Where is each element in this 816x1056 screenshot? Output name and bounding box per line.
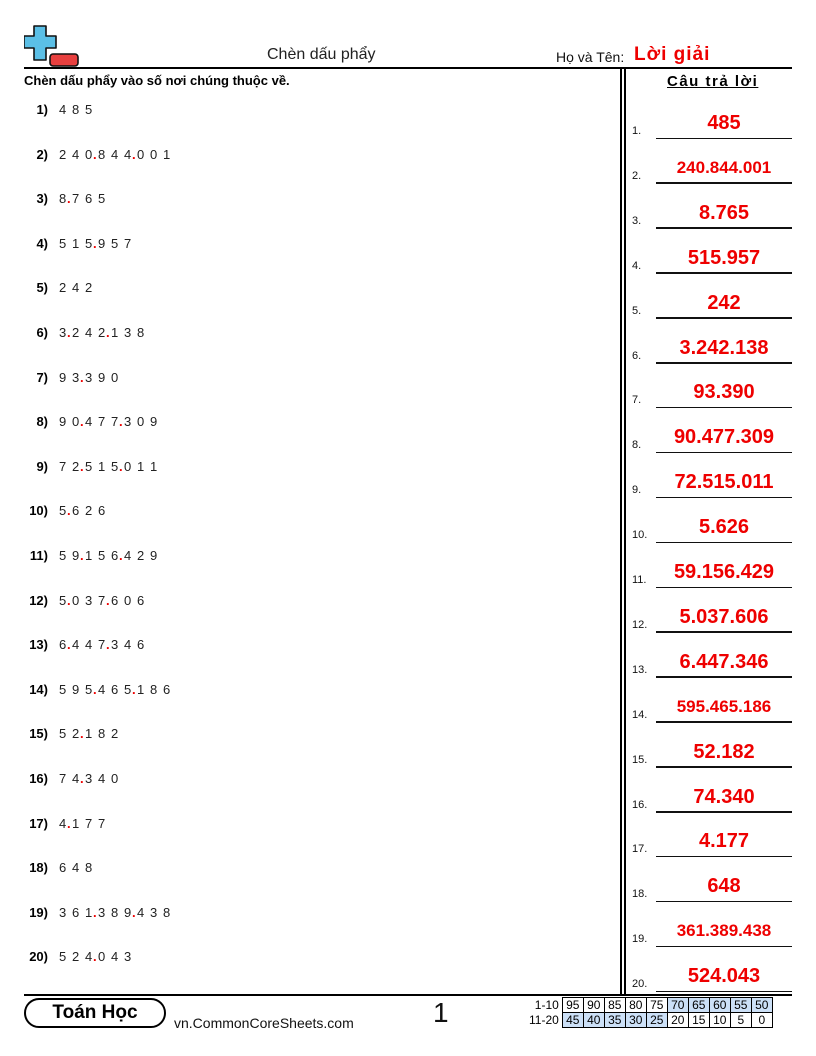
digit: 7 (98, 815, 106, 831)
digit: 3 (124, 325, 132, 340)
problem-digits: 5.0 3 7.6 0 6 (59, 593, 150, 608)
answer-number: 1. (632, 125, 642, 137)
digit: 4 (59, 102, 67, 117)
answer-value: 242 (707, 291, 741, 314)
answer-number: 7. (632, 394, 642, 407)
answer-line (656, 676, 792, 678)
digit: 0 (111, 771, 119, 786)
score-cell: 5 (730, 1013, 751, 1028)
digit: 6 (59, 637, 67, 653)
score-cell: 85 (604, 998, 625, 1013)
answer-item (632, 777, 792, 813)
digit: 7 (111, 414, 119, 430)
answer-value: 59.156.429 (673, 561, 775, 583)
digit: 4 (85, 637, 93, 653)
answer-value: 5.626 (698, 516, 750, 539)
digit: 0 (72, 592, 80, 608)
digit: 5 (111, 458, 119, 474)
problem-number: 6) (36, 325, 48, 340)
digit: 3 (111, 637, 119, 653)
digit: 3 (59, 325, 67, 340)
answer-line (656, 946, 792, 948)
digit: 4 (72, 771, 80, 786)
digit: 7 (124, 235, 132, 251)
digit: 0 (85, 146, 93, 162)
problem-number: 19) (29, 904, 48, 920)
page-number: 1 (433, 997, 449, 1028)
digit: 4 (85, 949, 93, 965)
digit: 1 (98, 458, 106, 474)
answer-number: 11. (632, 574, 647, 586)
digit: 7 (59, 458, 67, 474)
score-cell: 95 (562, 998, 583, 1013)
digit: 7 (98, 414, 106, 430)
digit: 9 (150, 414, 158, 430)
answer-value: 6.447.346 (679, 650, 769, 673)
digit: 4 (72, 860, 80, 876)
problem-number: 4) (36, 235, 48, 251)
column-divider (624, 68, 626, 995)
answer-line (656, 138, 792, 140)
digit: 9 (124, 904, 132, 920)
digit: 5 (59, 503, 67, 519)
problem-number: 18) (29, 860, 48, 876)
problem-digits: 5.6 2 6 (59, 503, 111, 518)
answer-line (656, 452, 792, 454)
problem-number: 7) (36, 369, 48, 385)
answer-item (632, 283, 792, 319)
digit: 6 (59, 860, 67, 876)
answer-value: 72.515.011 (674, 471, 774, 494)
answer-number: 6. (632, 349, 642, 362)
answer-value: 8.765 (698, 201, 750, 224)
digit: 2 (72, 726, 80, 742)
problem-number: 8) (36, 414, 48, 430)
digit: 9 (98, 235, 106, 251)
answer-number: 17. (632, 843, 648, 856)
problem-digits: 4.1 7 7 (59, 816, 111, 831)
digit: 2 (85, 503, 93, 519)
digit: 2 (72, 458, 80, 474)
answer-item (632, 507, 792, 543)
digit: 3 (59, 904, 67, 920)
problem-number: 17) (29, 815, 48, 831)
digit: 0 (137, 146, 145, 162)
digit: 4 (85, 325, 93, 340)
answer-item (632, 417, 792, 453)
answer-value: 5.037.606 (679, 605, 769, 628)
score-cell: 15 (688, 1013, 709, 1028)
problem-digits: 9 3.3 9 0 (59, 370, 124, 385)
score-cell: 10 (709, 1013, 730, 1028)
answer-line (656, 317, 792, 319)
answer-number: 15. (632, 753, 648, 766)
answer-number: 4. (632, 259, 642, 272)
digit: 9 (59, 414, 67, 430)
answer-number: 13. (632, 663, 648, 676)
digit: 6 (137, 637, 145, 653)
digit: 5 (59, 681, 67, 697)
digit: 1 (85, 548, 93, 563)
digit: 4 (59, 815, 67, 831)
problem-digits: 5 1 5.9 5 7 (59, 236, 137, 251)
answer-line (656, 811, 792, 813)
score-cell: 50 (751, 998, 772, 1013)
digit: 5 (59, 949, 67, 965)
answer-line (656, 856, 792, 858)
digit: 1 (150, 458, 158, 474)
digit: 7 (85, 815, 93, 831)
digit: 5 (111, 235, 119, 251)
score-row-label: 1-10 (534, 998, 559, 1012)
digit: 9 (72, 681, 80, 697)
problem-digits: 7 2.5 1 5.0 1 1 (59, 459, 163, 474)
score-row (526, 1013, 772, 1028)
problem-digits (59, 102, 98, 117)
answer-value: 595.465.186 (676, 696, 772, 716)
digit: 2 (72, 949, 80, 965)
digit: 8 (137, 325, 145, 340)
digit: 5 (59, 592, 67, 608)
digit: 7 (72, 191, 80, 207)
answer-item (632, 597, 792, 633)
digit: 8 (72, 102, 80, 117)
digit: 4 (72, 146, 80, 162)
answer-value: 648 (707, 875, 741, 898)
digit: 6 (111, 681, 119, 697)
digit: 0 (72, 414, 80, 430)
digit: 9 (150, 548, 158, 563)
answer-item (632, 103, 792, 139)
digit: 0 (98, 949, 106, 965)
digit: 5 (85, 458, 93, 474)
problem-number: 11) (29, 548, 48, 563)
answer-value: 3.242.138 (679, 336, 769, 359)
score-table (526, 997, 773, 1028)
score-cell: 25 (646, 1013, 667, 1028)
problem-number: 12) (29, 592, 48, 608)
problem-number: 9) (36, 458, 48, 474)
digit: 7 (59, 771, 67, 786)
instructions: Chèn dấu phẩy vào số nơi chúng thuộc về. (24, 73, 290, 88)
digit: 8 (150, 681, 158, 697)
score-cell: 30 (625, 1013, 646, 1028)
digit: 3 (150, 904, 158, 920)
digit: 8 (111, 904, 119, 920)
header-rule (24, 67, 792, 69)
digit: 4 (124, 146, 132, 162)
name-label: Họ và Tên: (556, 49, 625, 65)
digit: 8 (98, 726, 106, 742)
digit: 5 (59, 726, 67, 742)
answer-line (656, 182, 792, 184)
answer-number: 5. (632, 304, 642, 317)
digit: 4 (111, 949, 119, 965)
answer-line (656, 272, 792, 274)
answer-number: 10. (632, 529, 648, 542)
digit: 1 (72, 235, 80, 251)
answer-item (632, 956, 792, 992)
digit: 3 (85, 771, 93, 786)
digit: 5 (124, 681, 132, 697)
digit: 4 (137, 904, 145, 920)
problem-number: 13) (29, 637, 48, 653)
answer-line (656, 631, 792, 633)
problem-number: 10) (29, 503, 48, 519)
digit: 1 (137, 458, 145, 474)
digit: 3 (124, 949, 132, 965)
score-row-label: 11-20 (529, 1013, 559, 1027)
digit: 5 (85, 681, 93, 697)
digit: 3 (98, 904, 106, 920)
answer-number: 2. (632, 169, 642, 182)
score-cell: 65 (688, 998, 709, 1013)
digit: 1 (163, 146, 171, 162)
digit: 6 (111, 548, 119, 563)
answer-item (632, 148, 792, 184)
problem-digits (59, 860, 98, 875)
problem-number: 1) (36, 102, 48, 117)
digit: 1 (85, 904, 93, 920)
digit: 4 (85, 414, 93, 430)
problem-digits (59, 280, 98, 295)
digit: 2 (111, 726, 119, 742)
digit: 6 (111, 592, 119, 608)
digit: 4 (98, 771, 106, 786)
problem-digits: 7 4.3 4 0 (59, 771, 124, 786)
problem-digits: 5 9 5.4 6 5.1 8 6 (59, 682, 176, 697)
answer-item (632, 238, 792, 274)
digit: 2 (59, 280, 67, 296)
digit: 5 (59, 235, 67, 251)
digit: 6 (163, 681, 171, 697)
answer-line (656, 766, 792, 768)
digit: 0 (111, 369, 119, 385)
problem-number: 15) (29, 726, 48, 742)
answer-number: 12. (632, 618, 648, 631)
answer-value: 524.043 (687, 965, 761, 988)
answer-line (656, 542, 792, 544)
digit: 3 (72, 369, 80, 385)
digit: 4 (98, 681, 106, 697)
answer-value: 485 (707, 112, 741, 134)
digit: 8 (85, 860, 93, 876)
score-cell: 90 (583, 998, 604, 1013)
answer-item (632, 193, 792, 229)
answer-item (632, 866, 792, 902)
score-cell: 45 (562, 1013, 583, 1028)
digit: 7 (98, 592, 106, 608)
problem-digits: 2 4 0.8 4 4.0 0 1 (59, 147, 176, 162)
digit: 0 (124, 458, 132, 474)
digit: 4 (72, 280, 80, 296)
problem-number: 3) (36, 191, 48, 207)
answer-number: 8. (632, 439, 642, 452)
answer-item (632, 552, 792, 588)
digit: 4 (111, 146, 119, 162)
digit: 4 (72, 637, 80, 653)
digit: 5 (98, 191, 106, 207)
score-cell: 75 (646, 998, 667, 1013)
digit: 4 (124, 637, 132, 653)
answer-value: 515.957 (687, 246, 761, 269)
answer-number: 3. (632, 214, 642, 227)
problem-number: 16) (29, 771, 48, 786)
answer-number: 18. (632, 888, 648, 901)
digit: 9 (59, 369, 67, 385)
footer-rule (24, 994, 792, 996)
name-value: Lời giải (634, 44, 711, 65)
score-cell: 55 (730, 998, 751, 1013)
digit: 8 (163, 904, 171, 920)
answer-item (632, 642, 792, 678)
digit: 9 (98, 369, 106, 385)
digit: 1 (72, 815, 80, 831)
problem-digits: 9 0.4 7 7.3 0 9 (59, 414, 163, 429)
answer-value: 93.390 (693, 381, 755, 404)
digit: 9 (72, 548, 80, 563)
digit: 2 (85, 280, 93, 296)
digit: 1 (85, 726, 93, 742)
answer-number: 20. (632, 978, 648, 991)
answer-item (632, 462, 792, 498)
digit: 5 (85, 102, 93, 117)
digit: 7 (98, 637, 106, 653)
answer-value: 74.340 (693, 785, 755, 808)
digit: 3 (85, 592, 93, 608)
digit: 0 (137, 414, 145, 430)
answers-heading: Câu trả lời (667, 73, 759, 90)
answer-line (656, 991, 792, 993)
problem-number: 20) (29, 949, 48, 965)
answer-value: 4.177 (698, 830, 750, 853)
digit: 2 (137, 548, 145, 563)
answer-line (656, 497, 792, 499)
answer-line (656, 362, 792, 364)
score-row (526, 998, 772, 1013)
digit: 1 (111, 325, 119, 340)
digit: 2 (59, 146, 67, 162)
column-divider (620, 68, 622, 995)
problem-number: 5) (36, 280, 48, 296)
answer-value: 52.182 (693, 740, 755, 763)
problem-digits: 8.7 6 5 (59, 191, 111, 206)
digit: 5 (59, 548, 67, 563)
answer-item (632, 687, 792, 723)
site-url: vn.CommonCoreSheets.com (174, 1015, 354, 1031)
answer-item (632, 328, 792, 364)
plus-minus-logo-icon (24, 24, 80, 68)
problem-digits: 5 9.1 5 6.4 2 9 (59, 548, 163, 563)
score-cell: 35 (604, 1013, 625, 1028)
digit: 6 (98, 503, 106, 519)
digit: 0 (150, 146, 158, 162)
digit: 3 (85, 369, 93, 385)
score-cell: 70 (667, 998, 688, 1013)
answer-line (656, 227, 792, 229)
answer-item (632, 911, 792, 947)
answer-number: 19. (632, 933, 648, 946)
problem-digits: 3 6 1.3 8 9.4 3 8 (59, 905, 176, 920)
answer-line (656, 587, 792, 589)
digit: 6 (137, 592, 145, 608)
digit: 5 (85, 235, 93, 251)
digit: 8 (98, 146, 106, 162)
answer-number: 14. (632, 708, 648, 721)
answer-number: 16. (632, 798, 648, 811)
problem-digits: 6.4 4 7.3 4 6 (59, 637, 150, 652)
answer-value: 240.844.001 (676, 157, 772, 177)
problem-digits: 5 2.1 8 2 (59, 726, 124, 741)
problem-number: 2) (36, 146, 48, 162)
digit: 3 (124, 414, 132, 430)
digit: 8 (59, 191, 67, 207)
digit: 2 (72, 325, 80, 340)
answer-line (656, 407, 792, 409)
score-cell: 40 (583, 1013, 604, 1028)
digit: 2 (98, 325, 106, 340)
score-cell: 60 (709, 998, 730, 1013)
score-cell: 80 (625, 998, 646, 1013)
digit: 6 (72, 503, 80, 519)
score-cell: 0 (751, 1013, 772, 1028)
digit: 5 (98, 548, 106, 563)
digit: 6 (72, 904, 80, 920)
answer-line (656, 901, 792, 903)
problem-digits: 5 2 4.0 4 3 (59, 949, 137, 964)
digit: 1 (137, 681, 145, 697)
answer-number: 9. (632, 484, 642, 497)
brand-badge: Toán Học (24, 998, 166, 1028)
digit: 6 (85, 191, 93, 207)
score-cell: 20 (667, 1013, 688, 1028)
problem-number: 14) (29, 681, 48, 697)
answer-item (632, 372, 792, 408)
digit: 0 (124, 592, 132, 608)
digit: 4 (124, 548, 132, 563)
answer-item (632, 732, 792, 768)
worksheet-title: Chèn dấu phẩy (267, 46, 376, 63)
answer-value: 361.389.438 (676, 921, 772, 941)
answer-item (632, 821, 792, 857)
answer-value: 90.477.309 (673, 426, 775, 449)
answer-line (656, 721, 792, 723)
problem-digits: 3.2 4 2.1 3 8 (59, 325, 150, 340)
